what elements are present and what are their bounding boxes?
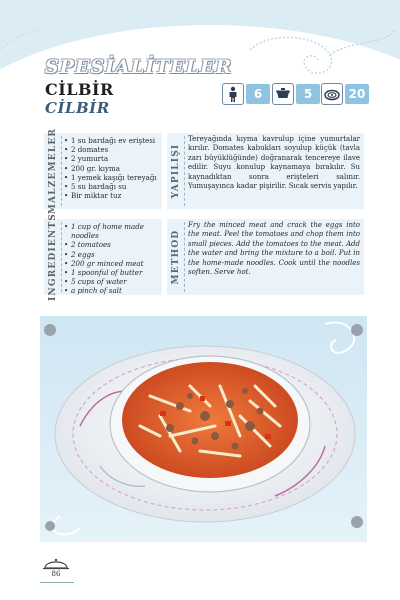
list-item: • 2 yumurta [64,154,160,163]
pot-icon [272,83,294,105]
ingredients-label-tr: MALZEMELER [48,127,58,215]
list-item: • a pinch of salt [64,286,160,295]
cook-time: 5 [296,84,320,104]
method-label-tr: YAPILIŞI [171,143,181,199]
prep-time-info [321,83,369,105]
servings-info [222,83,270,105]
list-item: • 2 eggs [64,250,160,259]
list-item: • 5 cups of water [64,277,160,286]
list-item: • 5 su bardağı su [64,182,160,191]
prep-time: 20 [345,84,369,104]
method-text-tr: Tereyağında kıyma kavrulup içine yumurtalar kırılır. Domates kabukları soyulup küçük (tavla zarı büyüklüğünde) doğranarak tencereye ilave edilir. Suyu konulup kaynamaya bırakılır. Su kaynadıktan sonra erişteleri salınır. Yumuşayınca kadar pişirilir. Sıcak servis yapılır. [188,135,360,191]
list-item: • 1 spoonful of butter [64,268,160,277]
ingredients-list-en [64,222,160,296]
list-item: • Bir miktar tuz [64,191,160,200]
category-title: SPESİALİTELER [45,56,233,78]
list-item: • 2 tomatoes [64,240,160,249]
dish-photo [40,316,367,542]
list-item: • 1 su bardağı ev eriştesi [64,136,160,145]
ingredients-label-en: INGREDIENTS [48,213,58,301]
recipe-title-tr: CİLBİR [45,80,114,99]
method-label-en: METHOD [171,229,181,285]
cloche-icon [42,556,70,570]
ingredients-list-tr [64,136,160,200]
person-icon [222,83,244,105]
list-item: • 200 gr. kıyma [64,164,160,173]
page-number: 86 [51,570,61,578]
list-item: • 200 gr minced meat [64,259,160,268]
method-text-en: Fry the minced meat and crack the eggs into the meat. Peel the tomatoes and chop them into small pieces. Add the tomatoes to the meat. Add the water and bring the mixture to a boil. Put in the home-made noodles. Cook until the noodles soften. Serve hot. [188,221,361,277]
list-item: • 1 cup of home made noodles [64,222,160,240]
recipe-title-en: CİLBİR [45,99,110,117]
list-item: • 2 domates [64,145,160,154]
list-item: • 1 yemek kaşığı tereyağı [64,173,160,182]
stove-icon [321,83,343,105]
cook-time-info [272,83,320,105]
servings-count: 6 [246,84,270,104]
